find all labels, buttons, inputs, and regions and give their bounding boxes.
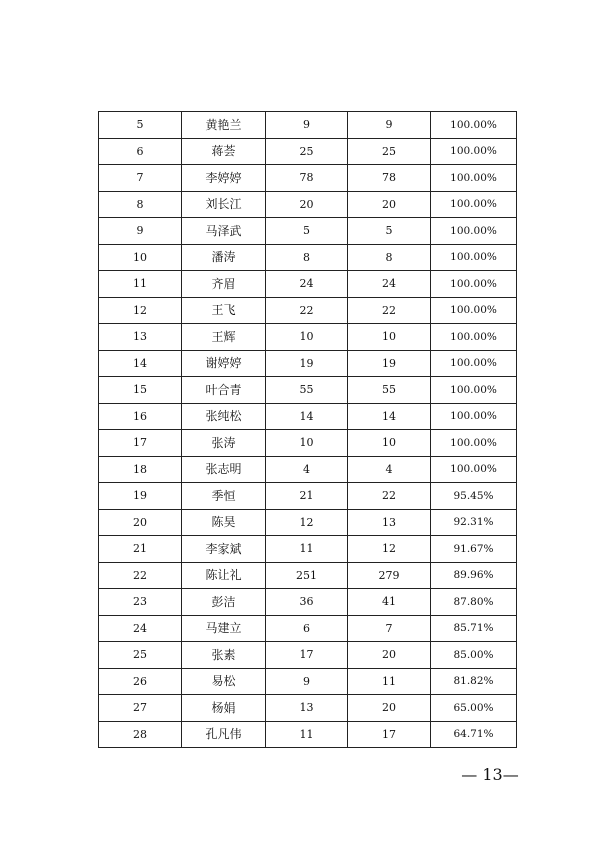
row-number-cell: 22 [99,562,182,589]
name-cell: 李家斌 [182,536,266,563]
count-b-cell: 78 [348,165,431,192]
rate-cell: 91.67% [431,536,517,563]
rate-cell: 65.00% [431,695,517,722]
count-a-cell: 24 [266,271,348,298]
count-b-cell: 10 [348,324,431,351]
count-a-cell: 21 [266,483,348,510]
table-row [99,668,517,695]
count-b-cell: 10 [348,430,431,457]
row-number-cell: 25 [99,642,182,669]
count-b-cell: 11 [348,668,431,695]
table-row [99,324,517,351]
name-cell: 潘涛 [182,244,266,271]
name-cell: 刘长江 [182,191,266,218]
row-number-cell: 27 [99,695,182,722]
count-a-cell: 4 [266,456,348,483]
table-row [99,456,517,483]
table-body [99,112,517,748]
row-number-cell: 23 [99,589,182,616]
name-cell: 王辉 [182,324,266,351]
count-b-cell: 19 [348,350,431,377]
count-a-cell: 55 [266,377,348,404]
count-b-cell: 12 [348,536,431,563]
count-a-cell: 9 [266,668,348,695]
row-number-cell: 18 [99,456,182,483]
row-number-cell: 11 [99,271,182,298]
rate-cell: 95.45% [431,483,517,510]
table-row [99,483,517,510]
table-row [99,721,517,748]
count-b-cell: 8 [348,244,431,271]
count-a-cell: 19 [266,350,348,377]
count-a-cell: 22 [266,297,348,324]
page-number: — 13— [461,765,519,784]
name-cell: 马泽武 [182,218,266,245]
count-a-cell: 11 [266,721,348,748]
row-number-cell: 28 [99,721,182,748]
table-row [99,430,517,457]
count-a-cell: 6 [266,615,348,642]
table-row [99,377,517,404]
count-a-cell: 14 [266,403,348,430]
table-row [99,244,517,271]
rate-cell: 100.00% [431,456,517,483]
table-row [99,165,517,192]
count-a-cell: 36 [266,589,348,616]
table-row [99,191,517,218]
table-row [99,536,517,563]
count-b-cell: 41 [348,589,431,616]
name-cell: 孔凡伟 [182,721,266,748]
name-cell: 蒋荟 [182,138,266,165]
rate-cell: 85.00% [431,642,517,669]
rate-cell: 100.00% [431,218,517,245]
row-number-cell: 14 [99,350,182,377]
name-cell: 彭洁 [182,589,266,616]
count-b-cell: 13 [348,509,431,536]
table-row [99,350,517,377]
count-a-cell: 12 [266,509,348,536]
table-row [99,138,517,165]
rate-cell: 89.96% [431,562,517,589]
rate-cell: 92.31% [431,509,517,536]
count-a-cell: 251 [266,562,348,589]
count-b-cell: 9 [348,112,431,139]
row-number-cell: 20 [99,509,182,536]
row-number-cell: 13 [99,324,182,351]
count-b-cell: 22 [348,483,431,510]
row-number-cell: 17 [99,430,182,457]
count-a-cell: 13 [266,695,348,722]
name-cell: 齐眉 [182,271,266,298]
count-b-cell: 5 [348,218,431,245]
count-b-cell: 17 [348,721,431,748]
count-a-cell: 17 [266,642,348,669]
row-number-cell: 6 [99,138,182,165]
rate-cell: 81.82% [431,668,517,695]
count-a-cell: 78 [266,165,348,192]
count-a-cell: 11 [266,536,348,563]
rate-cell: 100.00% [431,297,517,324]
row-number-cell: 12 [99,297,182,324]
row-number-cell: 9 [99,218,182,245]
rate-cell: 64.71% [431,721,517,748]
count-a-cell: 20 [266,191,348,218]
rate-cell: 100.00% [431,324,517,351]
row-number-cell: 5 [99,112,182,139]
rate-cell: 100.00% [431,165,517,192]
rate-cell: 100.00% [431,244,517,271]
table-row [99,615,517,642]
name-cell: 黄艳兰 [182,112,266,139]
data-table [98,111,517,748]
row-number-cell: 26 [99,668,182,695]
table-row [99,695,517,722]
count-b-cell: 22 [348,297,431,324]
count-b-cell: 25 [348,138,431,165]
rate-cell: 100.00% [431,350,517,377]
row-number-cell: 24 [99,615,182,642]
row-number-cell: 8 [99,191,182,218]
count-b-cell: 14 [348,403,431,430]
count-a-cell: 10 [266,430,348,457]
count-b-cell: 4 [348,456,431,483]
count-a-cell: 5 [266,218,348,245]
count-a-cell: 9 [266,112,348,139]
rate-cell: 100.00% [431,271,517,298]
count-b-cell: 55 [348,377,431,404]
count-b-cell: 24 [348,271,431,298]
name-cell: 谢婷婷 [182,350,266,377]
row-number-cell: 21 [99,536,182,563]
rate-cell: 100.00% [431,112,517,139]
table-row [99,297,517,324]
name-cell: 张志明 [182,456,266,483]
rate-cell: 100.00% [431,430,517,457]
name-cell: 陈让礼 [182,562,266,589]
table-row [99,218,517,245]
count-b-cell: 7 [348,615,431,642]
rate-cell: 100.00% [431,403,517,430]
name-cell: 易松 [182,668,266,695]
count-b-cell: 20 [348,642,431,669]
row-number-cell: 7 [99,165,182,192]
name-cell: 李婷婷 [182,165,266,192]
table-row [99,271,517,298]
name-cell: 叶合青 [182,377,266,404]
table-row [99,509,517,536]
table-row [99,403,517,430]
count-a-cell: 25 [266,138,348,165]
name-cell: 张素 [182,642,266,669]
table-row [99,112,517,139]
name-cell: 王飞 [182,297,266,324]
name-cell: 张涛 [182,430,266,457]
row-number-cell: 16 [99,403,182,430]
count-b-cell: 279 [348,562,431,589]
count-b-cell: 20 [348,695,431,722]
row-number-cell: 19 [99,483,182,510]
count-a-cell: 10 [266,324,348,351]
name-cell: 陈昊 [182,509,266,536]
row-number-cell: 15 [99,377,182,404]
name-cell: 季恒 [182,483,266,510]
table-row [99,589,517,616]
row-number-cell: 10 [99,244,182,271]
count-b-cell: 20 [348,191,431,218]
table-row [99,562,517,589]
table-row [99,642,517,669]
name-cell: 马建立 [182,615,266,642]
rate-cell: 87.80% [431,589,517,616]
name-cell: 张纯松 [182,403,266,430]
count-a-cell: 8 [266,244,348,271]
rate-cell: 100.00% [431,138,517,165]
name-cell: 杨娟 [182,695,266,722]
rate-cell: 85.71% [431,615,517,642]
rate-cell: 100.00% [431,191,517,218]
rate-cell: 100.00% [431,377,517,404]
